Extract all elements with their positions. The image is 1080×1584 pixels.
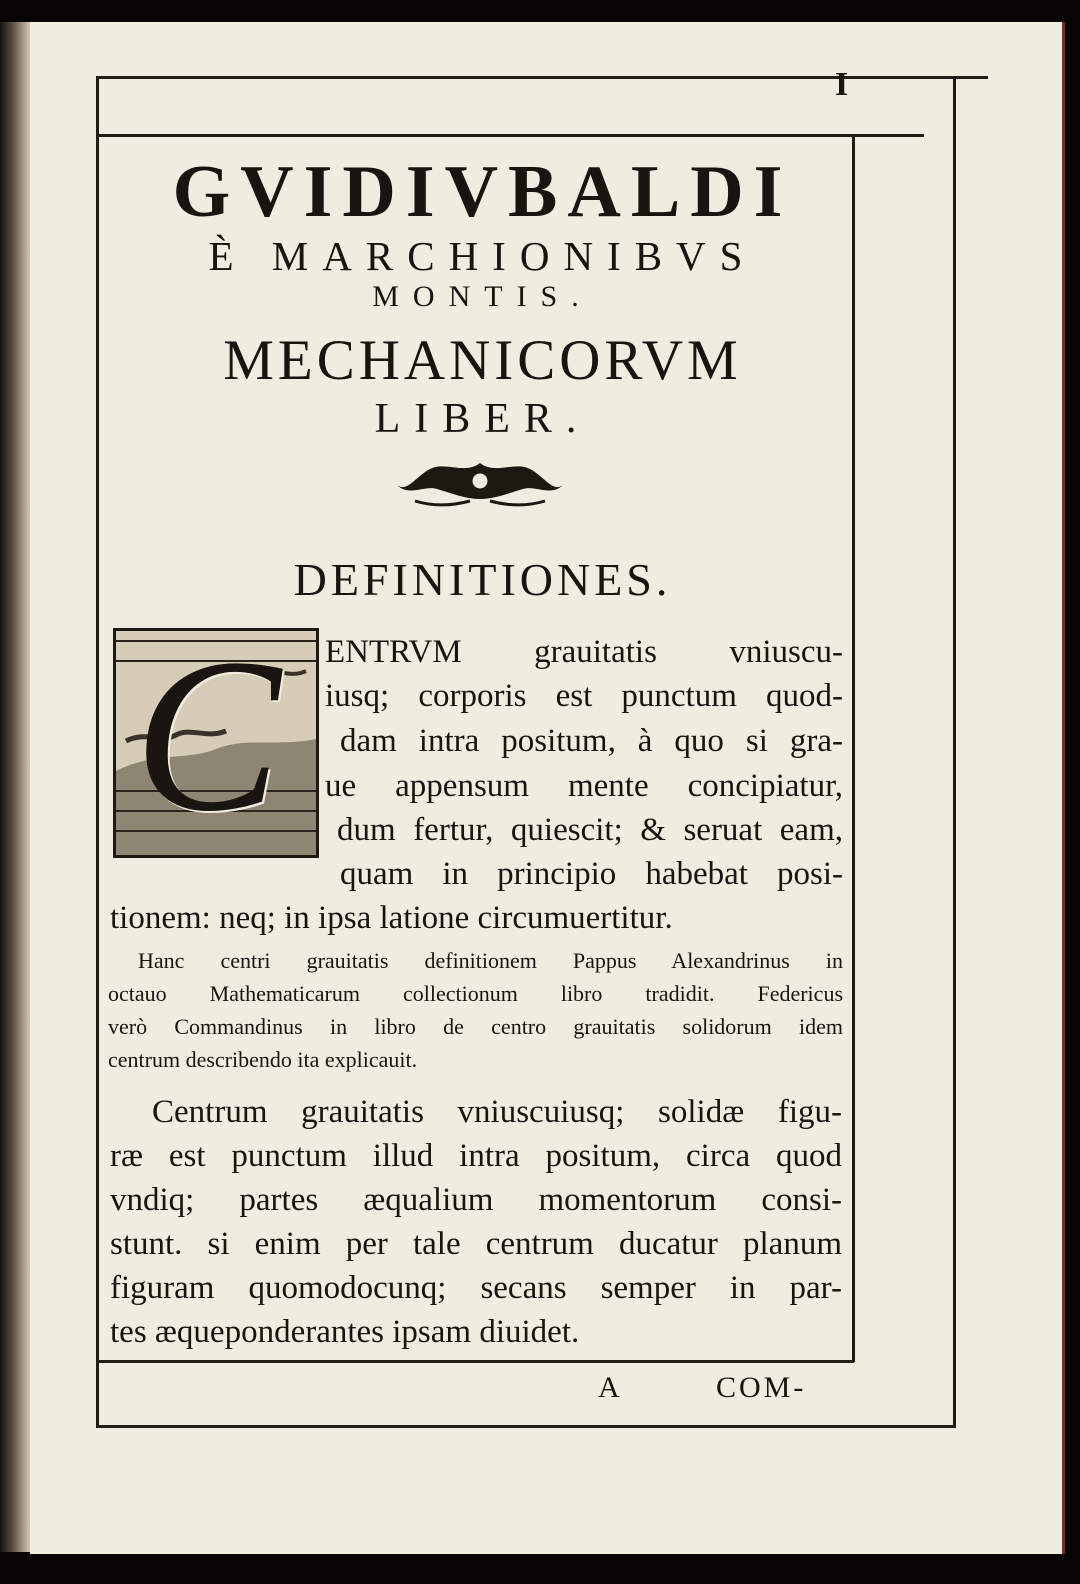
commentary-line: centrum describendo ita explicauit. [108, 1047, 418, 1072]
author-subtitle: È MARCHIONIBVS [208, 233, 757, 279]
frame-top-rule [96, 76, 988, 79]
author-subtitle-2: MONTIS. [372, 280, 593, 313]
definition-line: vndiq; partes æqualium momentorum consi- [110, 1182, 842, 1218]
frame-header-rule [96, 134, 924, 137]
frame-text-right-rule [852, 134, 855, 1362]
frame-right-rule [953, 76, 956, 1428]
definition-line: figuram quomodocunq; secans semper in par- [110, 1270, 842, 1306]
commentary-line: verò Commandinus in libro de centro grauitatis solidorum idem [108, 1014, 843, 1039]
page-number: I [835, 66, 849, 103]
fleuron-ornament-icon [395, 455, 565, 511]
definition-line: dam intra positum, à quo si gra- [340, 723, 843, 759]
definition-line: dum fertur, quiescit; & seruat eam, [337, 812, 843, 848]
historiated-initial [113, 628, 319, 858]
catchword: COM- [716, 1371, 807, 1404]
book-subtitle: LIBER. [374, 396, 591, 442]
dropcap-letter: C [134, 628, 281, 857]
frame-left-rule [96, 76, 99, 1428]
definition-line: tes æqueponderantes ipsam diuidet. [110, 1314, 580, 1350]
definition-line: ENTRVM grauitatis vniuscu- [325, 634, 843, 670]
definition-line: iusq; corporis est punctum quod- [325, 678, 843, 714]
commentary-line: octauo Mathematicarum collectionum libro tradidit. Federicus [108, 981, 843, 1006]
definition-line: ræ est punctum illud intra positum, circa quod [110, 1138, 842, 1174]
definition-line: quam in principio habebat posi- [340, 856, 843, 892]
definition-line: stunt. si enim per tale centrum ducatur planum [110, 1226, 842, 1262]
frame-text-bottom-rule [96, 1360, 854, 1363]
definition-line: ue appensum mente concipiatur, [325, 768, 843, 804]
signature-mark: A [598, 1371, 620, 1404]
frame-bottom-rule [96, 1425, 956, 1428]
author-title: GVIDIVBALDI [172, 151, 793, 233]
definition-line: tionem: neq; in ipsa latione circumuertitur. [110, 900, 673, 936]
definition-line: Centrum grauitatis vniuscuiusq; solidæ figu- [152, 1094, 842, 1130]
section-heading: DEFINITIONES. [293, 554, 672, 605]
commentary-line: Hanc centri grauitatis definitionem Pappus Alexandrinus in [138, 948, 843, 973]
book-title: MECHANICORVM [223, 329, 742, 392]
